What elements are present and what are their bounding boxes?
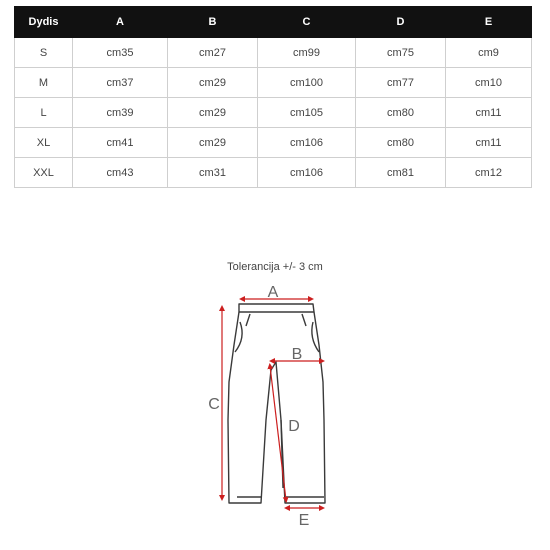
table-cell: XL: [15, 128, 73, 158]
measure-lines: [222, 299, 322, 508]
table-row: [15, 38, 532, 68]
size-table: [14, 6, 532, 188]
table-row: [15, 98, 532, 128]
table-cell: cm29: [168, 68, 258, 98]
table-cell: cm99: [258, 38, 356, 68]
table-cell: cm10: [446, 68, 532, 98]
table-cell: cm77: [356, 68, 446, 98]
header-size: Dydis: [15, 7, 73, 38]
label-d: D: [288, 418, 300, 435]
table-cell: cm100: [258, 68, 356, 98]
table-cell: cm12: [446, 158, 532, 188]
table-cell: cm9: [446, 38, 532, 68]
table-cell: cm43: [73, 158, 168, 188]
header-a: A: [73, 7, 168, 38]
table-cell: cm106: [258, 158, 356, 188]
tolerance-note: Tolerancija +/- 3 cm: [227, 261, 323, 273]
table-cell: cm75: [356, 38, 446, 68]
table-cell: cm39: [73, 98, 168, 128]
table-header-row: [15, 7, 532, 38]
table-row: [15, 128, 532, 158]
label-c: C: [208, 396, 220, 413]
table-cell: cm35: [73, 38, 168, 68]
table-cell: cm80: [356, 128, 446, 158]
header-e: E: [446, 7, 532, 38]
pants-diagram: [195, 276, 355, 531]
label-a: A: [267, 284, 279, 301]
table-cell: M: [15, 68, 73, 98]
table-cell: cm11: [446, 128, 532, 158]
header-b: B: [168, 7, 258, 38]
table-cell: XXL: [15, 158, 73, 188]
table-cell: cm29: [168, 98, 258, 128]
label-b: B: [291, 346, 303, 363]
label-e: E: [298, 512, 310, 529]
table-cell: cm106: [258, 128, 356, 158]
table-cell: cm11: [446, 98, 532, 128]
table-cell: cm41: [73, 128, 168, 158]
table-row: [15, 68, 532, 98]
table-cell: cm80: [356, 98, 446, 128]
table-cell: cm105: [258, 98, 356, 128]
table-cell: cm31: [168, 158, 258, 188]
table-row: [15, 158, 532, 188]
table-cell: cm81: [356, 158, 446, 188]
header-d: D: [356, 7, 446, 38]
table-cell: cm37: [73, 68, 168, 98]
header-c: C: [258, 7, 356, 38]
pants-outline: [228, 304, 325, 503]
table-cell: cm29: [168, 128, 258, 158]
table-cell: cm27: [168, 38, 258, 68]
table-cell: L: [15, 98, 73, 128]
table-cell: S: [15, 38, 73, 68]
